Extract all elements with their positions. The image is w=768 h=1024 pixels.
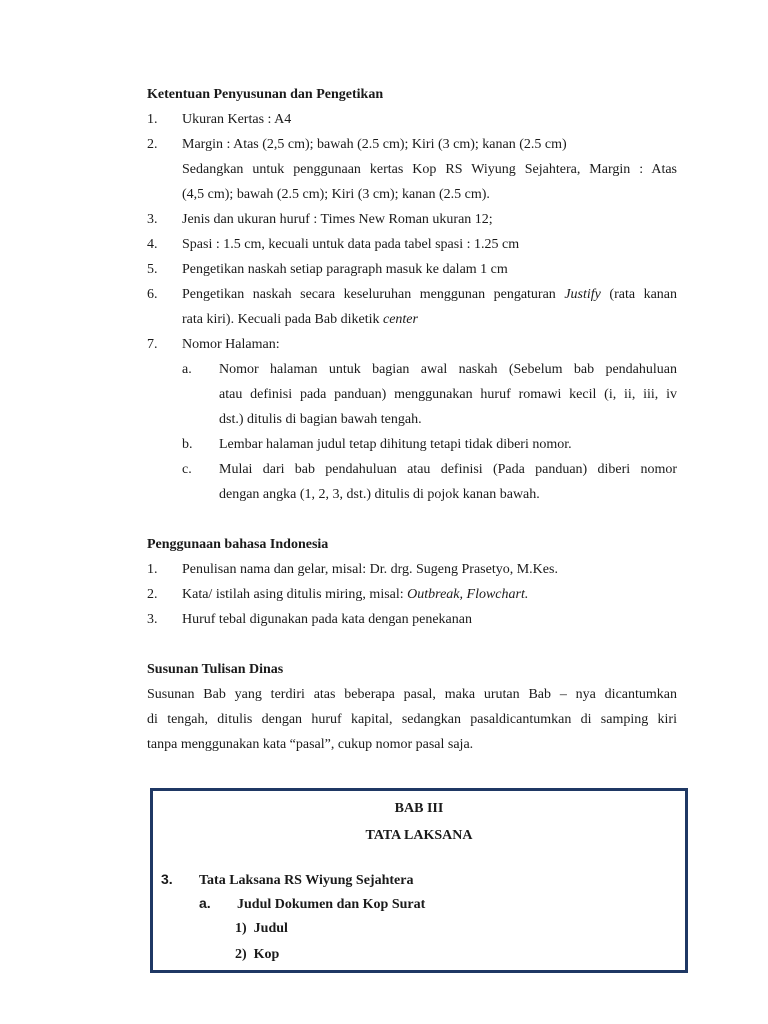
sub-list-item xyxy=(147,457,677,482)
list-item xyxy=(147,557,677,582)
list-number: 2. xyxy=(147,587,158,602)
list-item xyxy=(147,107,677,132)
paragraph-line: tanpa menggunakan kata “pasal”, cukup nomor pasal saja. xyxy=(147,737,474,752)
pasal-row xyxy=(161,869,413,891)
list-number: 6. xyxy=(147,287,158,302)
list-item xyxy=(147,132,677,157)
bab-number: BAB III xyxy=(394,801,444,816)
list-item-continuation xyxy=(147,157,677,182)
sub-list-letter: b. xyxy=(182,437,193,452)
list-text: Margin : Atas (2,5 cm); bawah (2.5 cm); Kiri (3 cm); kanan (2.5 cm) xyxy=(182,137,567,152)
list-number: 3. xyxy=(147,612,158,627)
sub-list-text: Nomor halaman untuk bagian awal naskah (Sebelum bab pendahuluan xyxy=(219,362,677,377)
sub-list-continuation xyxy=(147,407,677,432)
sub-sub-item: 1) Judul xyxy=(235,921,288,936)
list-text: Sedangkan untuk penggunaan kertas Kop RS Wiyung Sejahtera, Margin : Atas xyxy=(182,162,677,177)
text-run: (rata kanan xyxy=(600,287,678,302)
sub-list-letter: a. xyxy=(182,362,192,377)
list-item xyxy=(147,232,677,257)
pasal-number: 3. xyxy=(161,871,173,887)
paragraph-line: di tengah, ditulis dengan huruf kapital, sedangkan pasaldicantumkan di samping kiri xyxy=(147,712,677,727)
text-run: Kata/ istilah asing ditulis miring, misal: xyxy=(182,587,408,602)
example-box xyxy=(150,788,688,973)
list-text: Spasi : 1.5 cm, kecuali untuk data pada tabel spasi : 1.25 cm xyxy=(182,237,520,252)
emphasis-text: Outbreak, Flowchart. xyxy=(407,587,529,602)
list-number: 4. xyxy=(147,237,158,252)
list-item-continuation xyxy=(147,307,677,332)
paragraph-line: Susunan Bab yang terdiri atas beberapa pasal, maka urutan Bab – nya dicantumkan xyxy=(147,687,677,702)
sub-pasal-letter: a. xyxy=(199,895,211,911)
list-text: Huruf tebal digunakan pada kata dengan penekanan xyxy=(182,612,472,627)
text-run: Pengetikan naskah secara keseluruhan menggunan pengaturan xyxy=(182,287,565,302)
text-run: rata kiri). Kecuali pada Bab diketik xyxy=(182,312,383,327)
sub-list-text: dengan angka (1, 2, 3, dst.) ditulis di pojok kanan bawah. xyxy=(219,487,540,502)
list-number: 7. xyxy=(147,337,158,352)
section-title-penyusunan: Ketentuan Penyusunan dan Pengetikan xyxy=(147,87,384,102)
sub-list-text: atau definisi pada panduan) menggunakan huruf romawi kecil (i, ii, iii, iv xyxy=(219,387,677,402)
list-item xyxy=(147,207,677,232)
sub-list-letter: c. xyxy=(182,462,192,477)
sub-list-text: Mulai dari bab pendahuluan atau definisi (Pada panduan) diberi nomor xyxy=(219,462,677,477)
list-item xyxy=(147,332,677,357)
sub-pasal-row xyxy=(199,893,425,915)
list-text: Nomor Halaman: xyxy=(182,337,280,352)
list-item xyxy=(147,607,677,632)
emphasis-text: Justify xyxy=(564,287,601,302)
list-number: 1. xyxy=(147,562,158,577)
list-text: (4,5 cm); bawah (2.5 cm); Kiri (3 cm); kanan (2.5 cm). xyxy=(182,187,490,202)
sub-list-text: dst.) ditulis di bagian bawah tengah. xyxy=(219,412,422,427)
list-item xyxy=(147,282,677,307)
emphasis-text: center xyxy=(382,312,418,327)
list-text: Jenis dan ukuran huruf : Times New Roman ukuran 12; xyxy=(182,212,493,227)
list-item xyxy=(147,257,677,282)
list-number: 3. xyxy=(147,212,158,227)
section-title-susunan: Susunan Tulisan Dinas xyxy=(147,662,284,677)
bab-title: TATA LAKSANA xyxy=(365,828,473,843)
sub-pasal-title: Judul Dokumen dan Kop Surat xyxy=(237,897,426,912)
sub-list-continuation xyxy=(147,482,677,507)
list-number: 5. xyxy=(147,262,158,277)
sub-list-item xyxy=(147,432,677,457)
list-text: Pengetikan naskah setiap paragraph masuk ke dalam 1 cm xyxy=(182,262,508,277)
sub-list-item xyxy=(147,357,677,382)
list-item-continuation xyxy=(147,182,677,207)
section-title-bahasa: Penggunaan bahasa Indonesia xyxy=(147,537,329,552)
sub-list-text: Lembar halaman judul tetap dihitung tetapi tidak diberi nomor. xyxy=(219,437,572,452)
list-text: Penulisan nama dan gelar, misal: Dr. drg. Sugeng Prasetyo, M.Kes. xyxy=(182,562,558,577)
spacer xyxy=(147,507,677,532)
list-text: Ukuran Kertas : A4 xyxy=(182,112,292,127)
sub-sub-item: 2) Kop xyxy=(235,947,280,962)
document-body xyxy=(147,82,677,757)
spacer xyxy=(147,632,677,657)
list-number: 1. xyxy=(147,112,158,127)
list-text xyxy=(182,282,677,307)
sub-list-continuation xyxy=(147,382,677,407)
pasal-title: Tata Laksana RS Wiyung Sejahtera xyxy=(199,873,414,888)
list-item xyxy=(147,582,677,607)
list-number: 2. xyxy=(147,137,158,152)
